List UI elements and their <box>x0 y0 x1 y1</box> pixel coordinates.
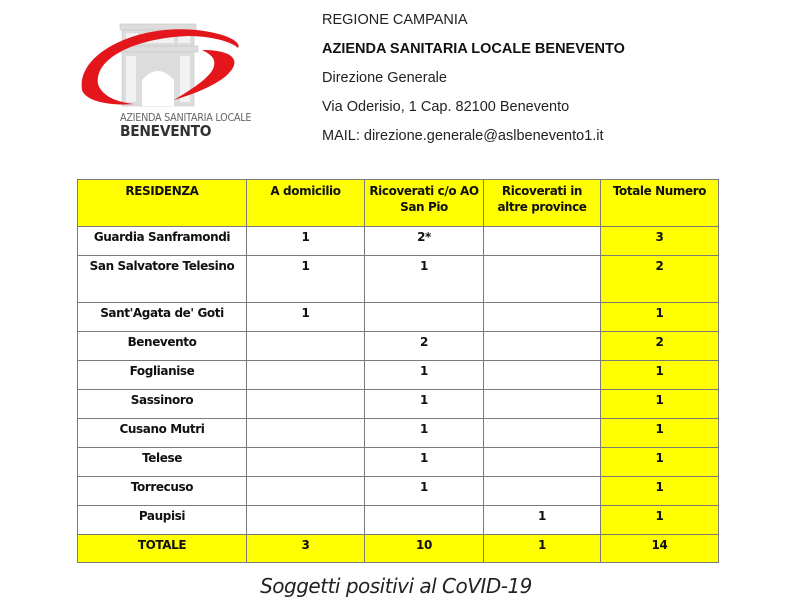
cell-residenza: Sassinoro <box>78 390 247 419</box>
asl-benevento-logo <box>76 14 252 144</box>
cell-totale: 3 <box>601 227 719 256</box>
cell-altre-province <box>484 419 601 448</box>
cell-domicilio <box>247 477 365 506</box>
cell-domicilio <box>247 361 365 390</box>
column-header-san-pio: Ricoverati c/o AO San Pio <box>365 180 484 227</box>
table-row <box>78 448 719 477</box>
column-header-residenza: RESIDENZA <box>78 180 247 227</box>
cell-san-pio: 1 <box>365 361 484 390</box>
cell-residenza: Torrecuso <box>78 477 247 506</box>
cell-san-pio: 2* <box>365 227 484 256</box>
cell-san-pio: 1 <box>365 419 484 448</box>
total-altre-province: 1 <box>484 535 601 563</box>
cell-san-pio: 1 <box>365 256 484 303</box>
total-domicilio: 3 <box>247 535 365 563</box>
letterhead <box>322 10 625 155</box>
cell-residenza: San Salvatore Telesino <box>78 256 247 303</box>
logo-text-line1: AZIENDA SANITARIA LOCALE <box>120 112 252 124</box>
table-row <box>78 477 719 506</box>
total-totale: 14 <box>601 535 719 563</box>
cell-domicilio: 1 <box>247 303 365 332</box>
cell-altre-province <box>484 256 601 303</box>
covid-cases-table <box>77 179 719 563</box>
cell-san-pio: 1 <box>365 448 484 477</box>
table-row <box>78 506 719 535</box>
cell-residenza: Foglianise <box>78 361 247 390</box>
cell-residenza: Cusano Mutri <box>78 419 247 448</box>
cell-domicilio <box>247 390 365 419</box>
agency-name: AZIENDA SANITARIA LOCALE BENEVENTO <box>322 41 625 57</box>
cell-domicilio <box>247 448 365 477</box>
cell-altre-province <box>484 332 601 361</box>
cell-altre-province <box>484 477 601 506</box>
cell-san-pio: 1 <box>365 390 484 419</box>
cell-totale: 1 <box>601 390 719 419</box>
cell-totale: 1 <box>601 506 719 535</box>
table-row <box>78 419 719 448</box>
cell-altre-province <box>484 303 601 332</box>
address: Via Oderisio, 1 Cap. 82100 Benevento <box>322 99 570 115</box>
cell-san-pio: 2 <box>365 332 484 361</box>
table-header-row <box>78 180 719 227</box>
table-row <box>78 332 719 361</box>
cell-residenza: Paupisi <box>78 506 247 535</box>
column-header-altre-province: Ricoverati in altre province <box>484 180 601 227</box>
cell-totale: 1 <box>601 361 719 390</box>
cell-totale: 1 <box>601 419 719 448</box>
cell-san-pio: 1 <box>365 477 484 506</box>
table-row <box>78 227 719 256</box>
cell-totale: 2 <box>601 332 719 361</box>
column-header-domicilio: A domicilio <box>247 180 365 227</box>
table-row <box>78 390 719 419</box>
table-row <box>78 303 719 332</box>
column-header-totale: Totale Numero <box>601 180 719 227</box>
table-row <box>78 256 719 303</box>
cell-residenza: Sant'Agata de' Goti <box>78 303 247 332</box>
cell-altre-province <box>484 448 601 477</box>
logo-text-line2: BENEVENTO <box>120 122 212 140</box>
cell-residenza: Benevento <box>78 332 247 361</box>
cell-totale: 1 <box>601 303 719 332</box>
cell-altre-province <box>484 390 601 419</box>
cell-totale: 1 <box>601 448 719 477</box>
cell-totale: 2 <box>601 256 719 303</box>
cell-domicilio: 1 <box>247 227 365 256</box>
cell-totale: 1 <box>601 477 719 506</box>
cell-altre-province <box>484 227 601 256</box>
cell-residenza: Guardia Sanframondi <box>78 227 247 256</box>
cell-residenza: Telese <box>78 448 247 477</box>
cell-domicilio <box>247 506 365 535</box>
total-label: TOTALE <box>78 535 247 563</box>
cell-altre-province: 1 <box>484 506 601 535</box>
table-total-row <box>78 535 719 563</box>
cell-domicilio: 1 <box>247 256 365 303</box>
cell-domicilio <box>247 332 365 361</box>
email: MAIL: direzione.generale@aslbenevento1.it <box>322 128 604 144</box>
total-san-pio: 10 <box>365 535 484 563</box>
cell-domicilio <box>247 419 365 448</box>
cell-san-pio <box>365 506 484 535</box>
department-name: Direzione Generale <box>322 70 447 86</box>
table-caption: Soggetti positivi al CoVID-19 <box>260 574 532 598</box>
cell-san-pio <box>365 303 484 332</box>
cell-altre-province <box>484 361 601 390</box>
table-row <box>78 361 719 390</box>
region-name: REGIONE CAMPANIA <box>322 12 468 28</box>
